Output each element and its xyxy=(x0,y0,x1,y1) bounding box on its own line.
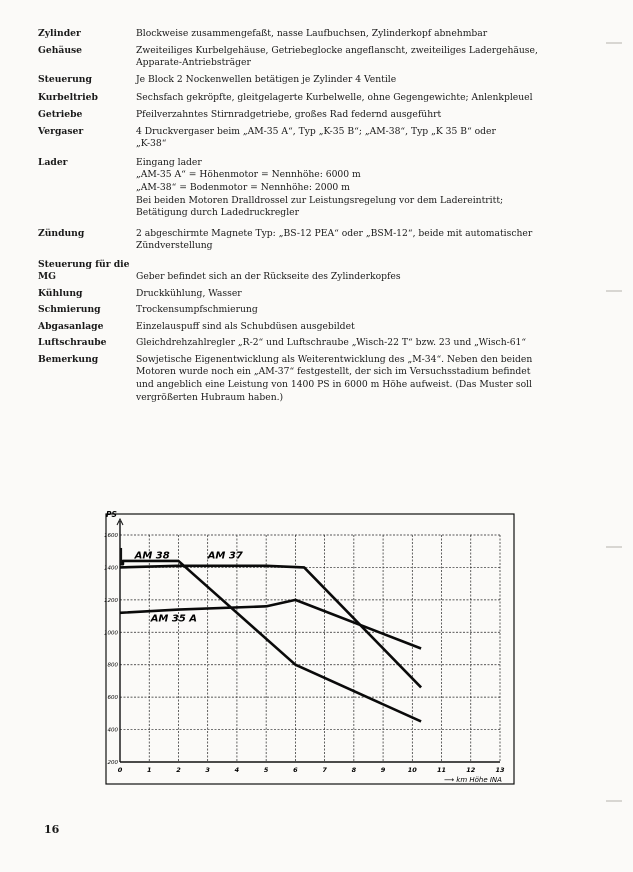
spec-value-line: Je Block 2 Nockenwellen betätigen je Zylinder 4 Ventile xyxy=(136,73,397,85)
spec-value-line: vergrößerten Hubraum haben.) xyxy=(136,391,284,403)
spec-value-line: Druckkühlung, Wasser xyxy=(136,287,242,299)
spec-key: Abgasanlage xyxy=(38,320,104,332)
spec-value-line: Betätigung durch Ladedruckregler xyxy=(136,207,299,219)
x-tick-label: 5 xyxy=(263,766,269,774)
x-tick-label: 12 xyxy=(466,766,476,774)
y-tick-label: 1400 xyxy=(104,565,118,572)
x-tick-label: 9 xyxy=(380,766,386,774)
x-tick-label: 1 xyxy=(146,766,152,774)
page-number: 16 xyxy=(44,823,60,836)
y-axis-label: PS xyxy=(106,510,117,519)
spec-value-line: Zweiteiliges Kurbelgehäuse, Getriebeglocke angeflanscht, zweiteiliges Ladergehäuse, xyxy=(136,44,538,56)
spec-row xyxy=(38,74,608,87)
series-label: AM 35 A xyxy=(150,613,198,625)
spec-row xyxy=(38,321,608,334)
spec-value-line: und angeblich eine Leistung von 1400 PS in 6000 m Höhe aufweist. (Das Muster soll xyxy=(136,379,532,391)
series-label: AM 37 xyxy=(207,550,243,562)
spec-row xyxy=(38,259,608,284)
spec-key: Kurbeltrieb xyxy=(38,92,98,104)
spec-row xyxy=(38,157,608,220)
spec-value xyxy=(136,28,608,41)
x-tick-label: 2 xyxy=(176,766,181,774)
margin-mark xyxy=(606,800,622,802)
spec-key: Vergaser xyxy=(38,125,84,137)
spec-value-line: Eingang lader xyxy=(136,156,202,168)
spec-row xyxy=(38,354,608,404)
margin-mark xyxy=(606,42,622,44)
y-tick-label: 600 xyxy=(107,695,118,702)
spec-key: Zündung xyxy=(38,227,85,239)
y-tick-label: 200 xyxy=(107,760,118,766)
spec-value xyxy=(136,74,608,87)
spec-key: Steuerung xyxy=(38,73,92,85)
spec-value xyxy=(136,45,608,70)
spec-value xyxy=(136,228,608,253)
spec-value-line: Motoren wurde noch ein „AM-37“ festgestellt, der sich im Versuchsstadium befindet xyxy=(136,366,531,378)
spec-key: Lader xyxy=(38,156,68,168)
spec-value-line: Sowjetische Eigenentwicklung als Weiterentwicklung des „M-34“. Neben den beiden xyxy=(136,353,533,365)
x-tick-label: 3 xyxy=(205,766,210,774)
x-tick-label: 13 xyxy=(495,766,505,774)
x-tick-label: 10 xyxy=(407,766,417,774)
spec-value-line: Sechsfach gekröpfte, gleitgelagerte Kurbelwelle, ohne Gegengewichte; Anlenkpleuel xyxy=(136,92,533,104)
spec-value xyxy=(136,126,608,151)
x-tick-label: 0 xyxy=(117,766,123,774)
spec-value-line: Einzelauspuff sind als Schubdüsen ausgebildet xyxy=(136,320,355,332)
spec-row xyxy=(38,288,608,301)
spec-key: Getriebe xyxy=(38,108,83,120)
spec-value xyxy=(136,109,608,122)
spec-key: Schmierung xyxy=(38,304,101,316)
y-tick-label: 400 xyxy=(107,727,118,734)
spec-value-line: Pfeilverzahntes Stirnradgetriebe, großes Rad federnd ausgeführt xyxy=(136,108,442,120)
spec-value xyxy=(136,157,608,220)
spec-table xyxy=(38,28,608,408)
x-tick-label: 8 xyxy=(351,766,357,774)
spec-value-line: „AM-38“ = Bodenmotor = Nennhöhe: 2000 m xyxy=(136,181,350,193)
spec-row xyxy=(38,337,608,350)
y-tick-label: 1600 xyxy=(104,533,118,539)
spec-value-line: Zündverstellung xyxy=(136,240,213,252)
spec-value xyxy=(136,288,608,301)
spec-row xyxy=(38,228,608,253)
spec-row xyxy=(38,45,608,70)
spec-value xyxy=(136,259,608,284)
series-line xyxy=(120,566,421,688)
spec-key: Steuerung für die MG xyxy=(38,258,130,282)
spec-value xyxy=(136,321,608,334)
spec-value-line: Bei beiden Motoren Dralldrossel zur Leistungsregelung vor dem Ladereintritt; xyxy=(136,194,504,206)
x-tick-label: 6 xyxy=(293,766,298,774)
power-altitude-chart xyxy=(100,508,520,790)
spec-key: Bemerkung xyxy=(38,353,99,365)
spec-value-line: 4 Druckvergaser beim „AM-35 A“, Typ „K-35 B“; „AM-38“, Typ „K 35 B“ oder xyxy=(136,125,496,137)
spec-value-line: 2 abgeschirmte Magnete Typ: „BS-12 PEA“ oder „BSM-12“, beide mit automatischer xyxy=(136,227,533,239)
spec-value-line: Trockensumpfschmierung xyxy=(136,304,258,316)
spec-key: Luftschraube xyxy=(38,337,107,349)
spec-row xyxy=(38,109,608,122)
x-tick-label: 11 xyxy=(437,766,447,774)
spec-key: Zylinder xyxy=(38,28,81,39)
spec-row xyxy=(38,304,608,317)
margin-mark xyxy=(606,290,622,292)
spec-value-line: Gleichdrehzahlregler „R-2“ und Luftschraube „Wisch-22 T“ bzw. 23 und „Wisch-61“ xyxy=(136,337,527,349)
spec-value-line: „AM-35 A“ = Höhenmotor = Nennhöhe: 6000 m xyxy=(136,169,361,181)
spec-value-line: „K-38“ xyxy=(136,138,167,150)
spec-value xyxy=(136,92,608,105)
spec-key: Kühlung xyxy=(38,287,83,299)
x-tick-label: 7 xyxy=(322,766,327,774)
spec-value xyxy=(136,304,608,317)
spec-value xyxy=(136,337,608,350)
series-label: AM 38 xyxy=(134,550,170,562)
y-tick-label: 1200 xyxy=(104,597,118,604)
spec-row xyxy=(38,92,608,105)
x-axis-label: ⟶ km Höhe INA xyxy=(444,776,502,784)
x-tick-label: 4 xyxy=(234,766,240,774)
spec-key: Gehäuse xyxy=(38,44,83,56)
y-tick-label: 1000 xyxy=(104,630,118,637)
spec-row xyxy=(38,28,608,41)
margin-mark xyxy=(606,546,622,548)
spec-row xyxy=(38,126,608,151)
spec-value-line: Blockweise zusammengefaßt, nasse Laufbuchsen, Zylinderkopf abnehmbar xyxy=(136,28,488,39)
spec-value xyxy=(136,354,608,404)
spec-value-line: Geber befindet sich an der Rückseite des Zylinderkopfes xyxy=(136,270,401,282)
spec-value-line: Apparate-Antriebsträger xyxy=(136,57,251,69)
y-tick-label: 800 xyxy=(107,662,118,669)
